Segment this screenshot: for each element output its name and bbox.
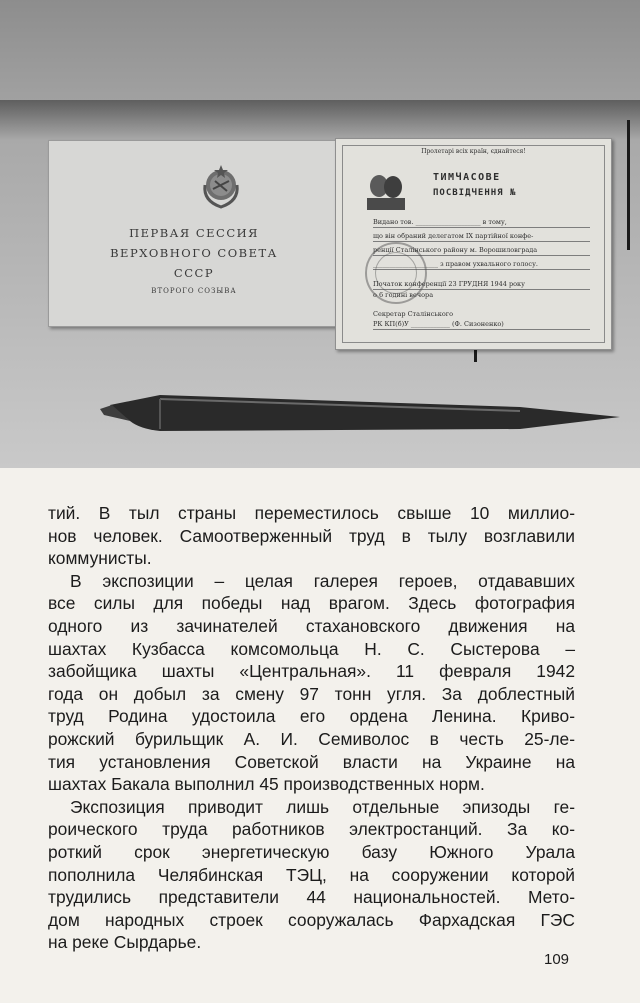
text-line: нов человек. Самоотверженный труд в тылу возглавили	[48, 525, 575, 546]
card-line: СССР	[173, 266, 215, 280]
text-line: тий. В тыл страны переместилось свыше 10 миллио-	[48, 503, 575, 523]
text-line: года он добыл за смену 97 тонн угля. За доблестный	[48, 683, 575, 704]
certificate-row: ренції Сталінського району м. Ворошиловграда	[373, 246, 590, 256]
certificate-border	[342, 145, 605, 343]
certificate-title: ТИМЧАСОВЕ	[433, 172, 501, 183]
fountain-pen-image	[100, 385, 620, 445]
certificate-row: РК КП(б)У ____________ (Ф. Сизоненко)	[373, 320, 590, 330]
temporary-delegate-certificate	[335, 138, 612, 350]
page-number: 109	[544, 951, 570, 968]
text-line: забойщика шахты «Центральная». 11 февраля 1942	[48, 661, 575, 682]
round-stamp	[365, 242, 427, 304]
certificate-header: Пролетарі всіх країн, єднайтеся!	[421, 148, 526, 155]
card-line: ВЕРХОВНОГО СОВЕТА	[110, 246, 278, 260]
text-line: пополнила Челябинская ТЭЦ, на сооружении которой	[48, 864, 575, 885]
card-line: ПЕРВАЯ СЕССИЯ	[129, 226, 259, 240]
portraits-icon	[363, 170, 409, 210]
text-line: труд Родина удостоила его ордена Ленина. Криво-	[48, 706, 575, 727]
certificate-row: що він обраний делегатом IX партійної конфе-	[373, 232, 590, 242]
text-line: коммунисты.	[48, 548, 152, 569]
text-line: на реке Сырдарье.	[48, 932, 202, 953]
text-line: шахтах Бакала выполнил 45 производственных норм.	[48, 774, 485, 795]
certificate-subtitle: ПОСВІДЧЕННЯ №	[433, 188, 517, 198]
text-line: тия установления Советской власти на Украине на	[48, 751, 575, 772]
display-pin	[627, 120, 630, 250]
text-line: роического труда работников электростанций. За ко-	[48, 819, 575, 840]
display-shelf-shadow	[0, 100, 640, 140]
certificate-row: Секретар Сталінського	[373, 310, 454, 318]
text-line: В экспозиции – целая галерея героев, отдававших	[70, 570, 575, 591]
certificate-row: Початок конференції 23 ГРУДНЯ 1944 року	[373, 280, 590, 290]
text-line: трудились представители 44 национальностей. Мето-	[48, 887, 575, 908]
text-line: Экспозиция приводит лишь отдельные эпизоды ге-	[70, 796, 575, 817]
card-line: ВТОРОГО СОЗЫВА	[151, 287, 237, 295]
museum-exhibit-photo	[0, 0, 640, 468]
text-line: рожский бурильщик А. И. Семиволос в честь 25-ле-	[48, 728, 575, 749]
ussr-emblem-icon	[199, 163, 243, 209]
main-text-block	[48, 502, 575, 954]
certificate-row: о 6 годині вечора	[373, 291, 434, 299]
text-line: все силы для победы над врагом. Здесь фотография	[48, 593, 575, 614]
certificate-row: ____________________ з правом ухвального голосу.	[373, 260, 590, 270]
text-line: шахтах Кузбасса комсомольца Н. С. Сыстерова –	[48, 638, 575, 659]
text-line: одного из зачинателей стахановского движения на	[48, 615, 575, 636]
supreme-soviet-session-card	[48, 140, 340, 327]
certificate-row: Видано тов. ____________________ в тому,	[373, 218, 590, 228]
text-line: дом народных строек сооружалась Фархадская ГЭС	[48, 909, 575, 930]
text-line: роткий срок энергетическую базу Южного Урала	[48, 841, 575, 862]
